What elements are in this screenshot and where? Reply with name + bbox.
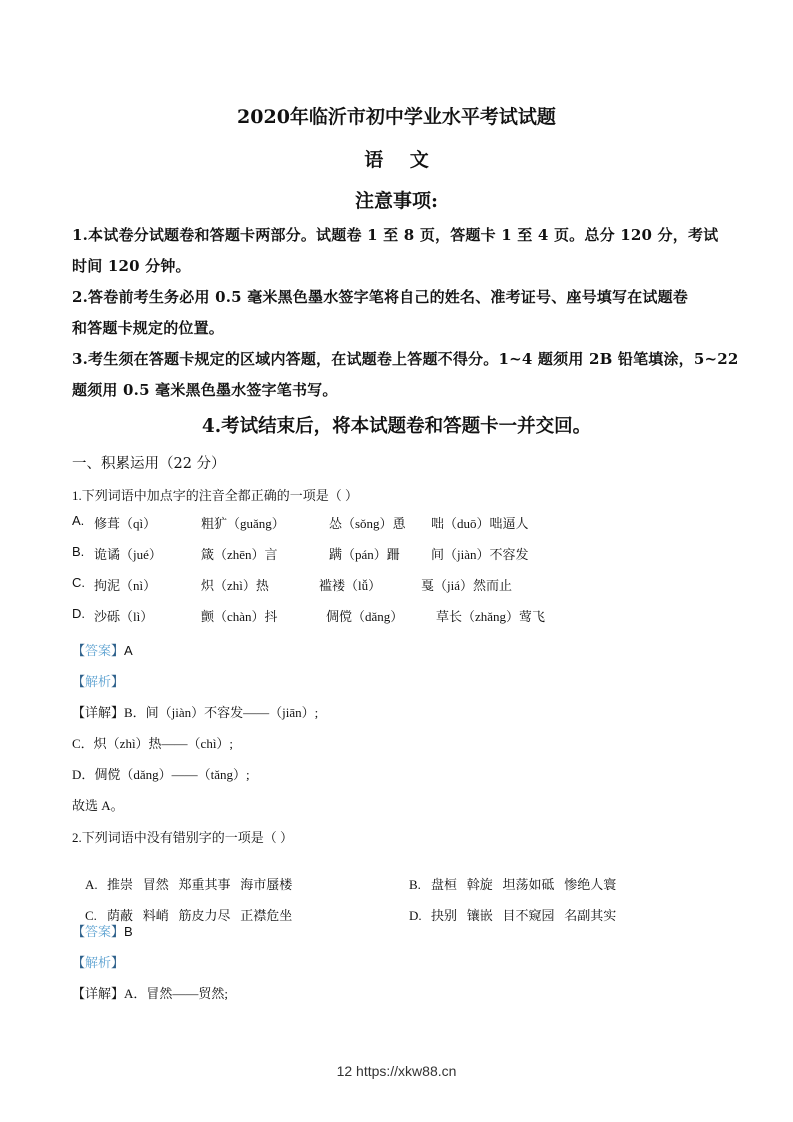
option-item: 倜傥（dǎng） — [326, 609, 404, 624]
analysis-label: 解析 — [85, 674, 112, 689]
question-1-answer — [72, 640, 133, 659]
page-footer: 12 https://xkw88.cn — [336, 1063, 457, 1079]
option-label: C. — [85, 908, 97, 923]
question-1-conclusion: 故选 A。 — [72, 798, 124, 813]
question-2-stem: 2.下列词语中没有错别字的一项是（ ） — [72, 830, 294, 845]
option-text: 盘桓 斡旋 坦荡如砥 惨绝人寰 — [431, 877, 617, 892]
option-item: 粗犷（guǎng） — [201, 516, 285, 531]
option-label: B. — [72, 544, 85, 559]
notice-2-line2: 和答题卡规定的位置。 — [72, 319, 225, 337]
answer-label: 答案 — [85, 924, 112, 939]
option-item: 颤（chàn）抖 — [201, 609, 278, 624]
option-label: D. — [409, 908, 422, 923]
question-1-detail-3: D．倜傥（dǎng）——（tǎng）; — [72, 767, 250, 782]
option-item: 拘泥（nì） — [94, 578, 157, 593]
option-item: 咄（duō）咄逼人 — [431, 516, 529, 531]
bracket-close: 】 — [111, 955, 125, 970]
option-item: 间（jiàn）不容发 — [431, 547, 529, 562]
detail-label: 【详解】 — [72, 986, 125, 1001]
detail-label: 【详解】 — [72, 705, 125, 720]
option-item: 草长（zhǎng）莺飞 — [436, 609, 546, 624]
question-2-option-d — [396, 889, 616, 940]
option-label: B. — [409, 877, 421, 892]
option-item: 箴（zhēn）言 — [201, 547, 278, 562]
option-item: 褴褛（lǚ） — [319, 578, 382, 593]
option-text: 荫蔽 料峭 筋皮力尽 正襟危坐 — [107, 908, 293, 923]
option-item: 修葺（qì） — [94, 516, 157, 531]
question-1-detail-2: C．炽（zhì）热——（chì）; — [72, 736, 234, 751]
notice-1-line2: 时间 120 分钟。 — [72, 257, 191, 275]
option-item: 戛（jiá）然而止 — [421, 578, 512, 593]
notice-1-line1: 1.本试卷分试题卷和答题卡两部分。试题卷 1 至 8 页，答题卡 1 至 4 页。总分 120 分，考试 — [72, 226, 719, 244]
option-label: A. — [85, 877, 98, 892]
option-item: 沙砾（lì） — [94, 609, 154, 624]
notice-2-line1: 2.答卷前考生务必用 0.5 毫米黑色墨水签字笔将自己的姓名、准考证号、座号填写在试题卷 — [72, 288, 689, 306]
bracket-open: 【 — [72, 674, 86, 689]
bracket-open: 【 — [72, 924, 86, 939]
bracket-close: 】 — [111, 674, 125, 689]
exam-title: 2020年临沂市初中学业水平考试试题 — [237, 106, 556, 128]
subject-title: 语 文 — [364, 149, 429, 171]
bracket-close: 】 — [111, 643, 125, 658]
option-label: A. — [72, 513, 85, 528]
option-text: 推崇 冒然 郑重其事 海市蜃楼 — [107, 877, 293, 892]
answer-value: B — [124, 924, 133, 939]
question-1-analysis — [72, 671, 124, 690]
notice-4: 4.考试结束后，将本试题卷和答题卡一并交回。 — [201, 416, 592, 437]
question-1-stem: 1.下列词语中加点字的注音全都正确的一项是（ ） — [72, 488, 359, 503]
option-label: C. — [72, 575, 85, 590]
answer-label: 答案 — [85, 643, 112, 658]
question-2-answer — [72, 921, 133, 940]
question-2-analysis — [72, 952, 124, 971]
section-1-title: 一、积累运用（22 分） — [72, 456, 226, 472]
option-label: D. — [72, 606, 85, 621]
detail-text: A．冒然——贸然; — [124, 986, 229, 1001]
option-item: 诡谲（jué） — [94, 547, 162, 562]
question-1-detail-1 — [72, 702, 318, 721]
bracket-close: 】 — [111, 924, 125, 939]
question-1-option-a — [72, 513, 529, 532]
option-item: 蹒（pán）跚 — [329, 547, 400, 562]
detail-text: B．间（jiàn）不容发——（jiān）; — [124, 705, 319, 720]
question-1-option-d — [72, 606, 545, 625]
answer-value: A — [124, 643, 133, 658]
option-text: 抉别 镶嵌 目不窥园 名副其实 — [431, 908, 617, 923]
bracket-open: 【 — [72, 643, 86, 658]
question-2-detail-1 — [72, 983, 228, 1002]
analysis-label: 解析 — [85, 955, 112, 970]
notice-title: 注意事项: — [354, 190, 438, 212]
option-item: 怂（sǒng）恿 — [329, 516, 406, 531]
question-1-option-c — [72, 575, 512, 594]
notice-3-line2: 题须用 0.5 毫米黑色墨水签字笔书写。 — [72, 381, 338, 399]
option-item: 炽（zhì）热 — [201, 578, 269, 593]
notice-3-line1: 3.考生须在答题卡规定的区域内答题，在试题卷上答题不得分。1~4 题须用 2B 铅笔填涂，5~22 — [72, 350, 739, 368]
bracket-open: 【 — [72, 955, 86, 970]
question-1-option-b — [72, 544, 529, 563]
